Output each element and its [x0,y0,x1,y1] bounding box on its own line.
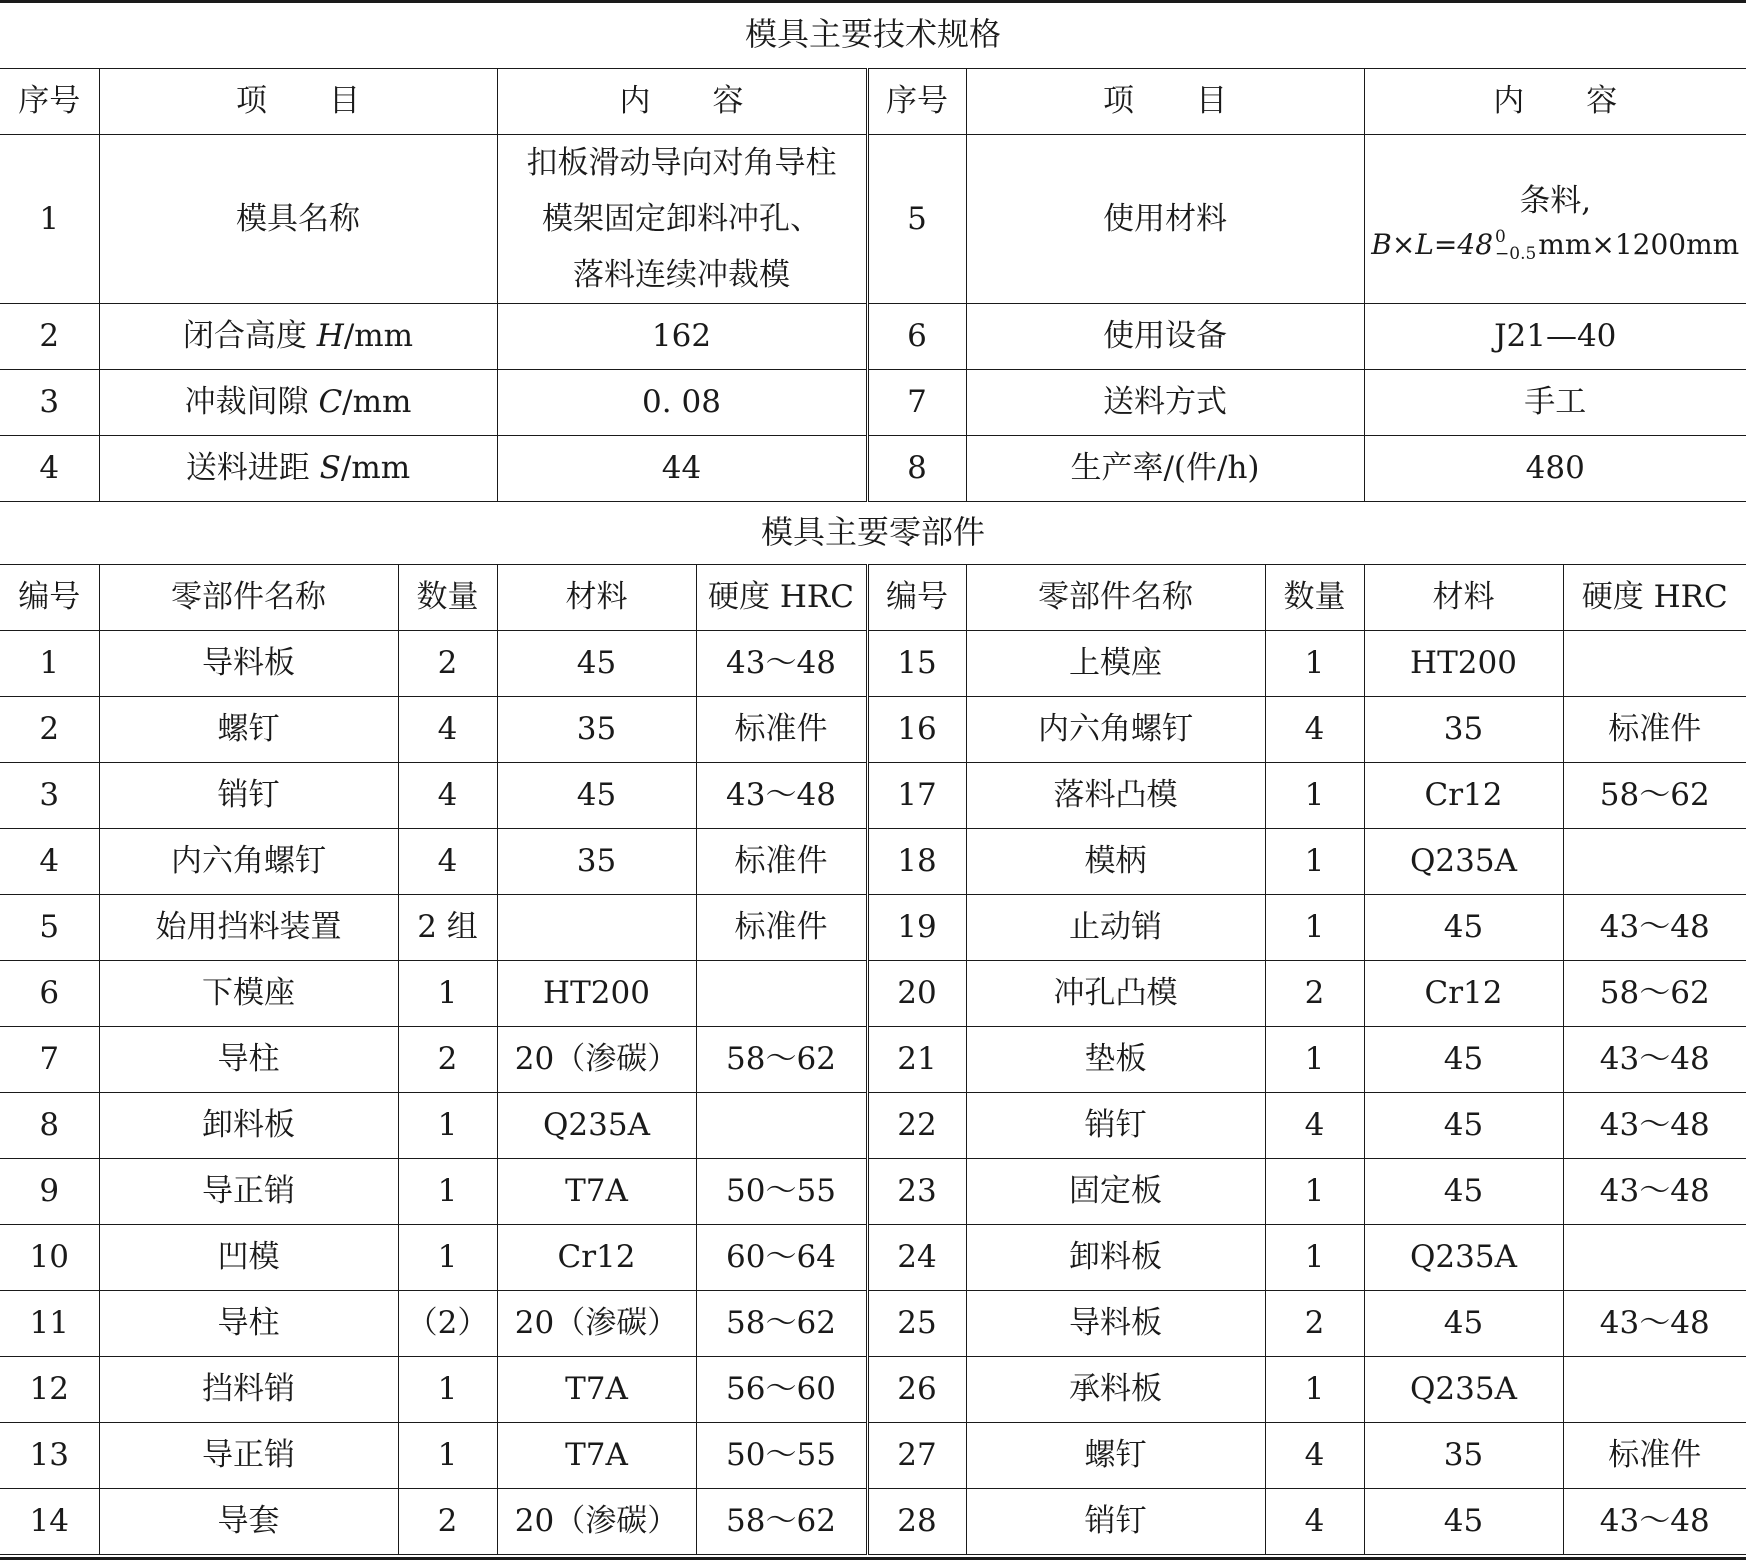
part-material: Q235A [497,1093,696,1159]
header-no-right: 序号 [867,69,966,135]
part-name-right: 模柄 [966,829,1265,895]
part-quantity-right: 1 [1265,1357,1364,1423]
header-quantity: 数量 [398,565,497,631]
part-quantity: 2 [398,631,497,697]
header-item-right: 项 目 [966,69,1364,135]
part-no: 10 [0,1225,99,1291]
spec-table [0,68,1746,502]
part-hardness-right: 43～48 [1563,1291,1746,1357]
parts-row [0,1489,1746,1555]
part-no-right: 27 [867,1423,966,1489]
spec-content-right: 480 [1364,436,1746,502]
part-hardness: 50～55 [696,1159,867,1225]
part-material: 45 [497,763,696,829]
part-name: 导正销 [99,1159,398,1225]
material-formula [1365,227,1746,264]
part-material: T7A [497,1423,696,1489]
header-material: 材料 [497,565,696,631]
part-hardness: 标准件 [696,697,867,763]
part-quantity-right: 2 [1265,961,1364,1027]
part-hardness-right [1563,631,1746,697]
part-hardness: 43～48 [696,763,867,829]
part-hardness: 标准件 [696,829,867,895]
part-material: HT200 [497,961,696,1027]
part-quantity: 1 [398,961,497,1027]
header-part-name: 零部件名称 [99,565,398,631]
part-no-right: 15 [867,631,966,697]
part-hardness: 43～48 [696,631,867,697]
spec-no-right: 6 [867,304,966,370]
part-no-right: 16 [867,697,966,763]
part-hardness: 58～62 [696,1027,867,1093]
part-material-right: 45 [1364,1489,1563,1555]
part-quantity-right: 4 [1265,1489,1364,1555]
part-no: 3 [0,763,99,829]
tolerance-upper: 0 [1495,227,1506,248]
part-name-right: 垫板 [966,1027,1265,1093]
part-name-right: 螺钉 [966,1423,1265,1489]
part-quantity: 2 组 [398,895,497,961]
part-quantity: 2 [398,1027,497,1093]
part-hardness-right: 43～48 [1563,1489,1746,1555]
part-quantity: 4 [398,697,497,763]
part-material-right: 45 [1364,895,1563,961]
parts-row [0,1027,1746,1093]
material-line: 条料, [1519,182,1592,219]
parts-table [0,564,1746,1555]
part-hardness: 50～55 [696,1423,867,1489]
part-hardness-right [1563,1357,1746,1423]
part-material-right: Q235A [1364,1357,1563,1423]
header-material-right: 材料 [1364,565,1563,631]
part-no: 11 [0,1291,99,1357]
parts-row [0,1225,1746,1291]
spec-content-right: 手工 [1364,370,1746,436]
part-no-right: 23 [867,1159,966,1225]
part-material: 35 [497,829,696,895]
spec-item: 冲裁间隙 C/mm [99,370,497,436]
part-no: 12 [0,1357,99,1423]
spec-row [0,304,1746,370]
tolerance-lower: −0.5 [1495,244,1537,265]
parts-row [0,829,1746,895]
part-material-right: Q235A [1364,829,1563,895]
part-hardness [696,961,867,1027]
part-no-right: 21 [867,1027,966,1093]
spec-row [0,436,1746,502]
spec-content: 44 [497,436,867,502]
part-name: 螺钉 [99,697,398,763]
part-quantity: 4 [398,763,497,829]
part-quantity-right: 2 [1265,1291,1364,1357]
header-content-right: 内 容 [1364,69,1746,135]
part-no: 1 [0,631,99,697]
part-no: 6 [0,961,99,1027]
part-no-right: 26 [867,1357,966,1423]
part-material: 35 [497,697,696,763]
part-no: 5 [0,895,99,961]
part-name-right: 落料凸模 [966,763,1265,829]
part-name: 凹模 [99,1225,398,1291]
part-quantity-right: 1 [1265,1225,1364,1291]
part-quantity: 1 [398,1357,497,1423]
part-quantity: 1 [398,1159,497,1225]
spec-no: 3 [0,370,99,436]
header-part-name-right: 零部件名称 [966,565,1265,631]
formula-suffix: mm×1200mm [1538,227,1740,261]
part-name-right: 止动销 [966,895,1265,961]
part-name-right: 卸料板 [966,1225,1265,1291]
spec-item-right: 送料方式 [966,370,1364,436]
spec-row [0,370,1746,436]
part-name-right: 承料板 [966,1357,1265,1423]
part-material-right: 45 [1364,1291,1563,1357]
part-material [497,895,696,961]
part-no: 9 [0,1159,99,1225]
spec-item: 送料进距 S/mm [99,436,497,502]
part-material-right: 45 [1364,1027,1563,1093]
part-hardness-right: 43～48 [1563,1027,1746,1093]
part-no-right: 18 [867,829,966,895]
part-hardness-right: 58～62 [1563,763,1746,829]
part-quantity: （2） [398,1291,497,1357]
spec-no-right: 5 [867,135,966,304]
spec-content: 162 [497,304,867,370]
part-quantity-right: 1 [1265,829,1364,895]
top-rule [0,0,1746,3]
part-quantity: 4 [398,829,497,895]
part-quantity-right: 1 [1265,1027,1364,1093]
part-name: 始用挡料装置 [99,895,398,961]
part-no: 13 [0,1423,99,1489]
header-content: 内 容 [497,69,867,135]
parts-row [0,1093,1746,1159]
parts-row [0,1291,1746,1357]
part-hardness-right [1563,829,1746,895]
part-material: 20（渗碳） [497,1489,696,1555]
part-name: 导套 [99,1489,398,1555]
spec-row [0,135,1746,304]
parts-row [0,763,1746,829]
part-hardness-right [1563,1225,1746,1291]
part-quantity: 1 [398,1093,497,1159]
spec-no-right: 7 [867,370,966,436]
spec-content-right [1364,135,1746,304]
part-quantity: 1 [398,1225,497,1291]
part-hardness-right: 58～62 [1563,961,1746,1027]
part-no: 7 [0,1027,99,1093]
formula-prefix: B×L=48 [1371,227,1494,261]
part-hardness-right: 43～48 [1563,1159,1746,1225]
part-quantity-right: 1 [1265,895,1364,961]
part-no-right: 28 [867,1489,966,1555]
part-hardness: 58～62 [696,1291,867,1357]
part-material-right: HT200 [1364,631,1563,697]
spec-section-title: 模具主要技术规格 [744,15,1001,53]
parts-row [0,1357,1746,1423]
part-name: 销钉 [99,763,398,829]
part-hardness-right: 标准件 [1563,1423,1746,1489]
spec-content: 0. 08 [497,370,867,436]
bottom-rule [0,1557,1746,1560]
parts-row [0,961,1746,1027]
part-no-right: 22 [867,1093,966,1159]
spec-no: 1 [0,135,99,304]
part-material-right: 45 [1364,1159,1563,1225]
part-no-right: 19 [867,895,966,961]
header-hardness-right: 硬度 HRC [1563,565,1746,631]
header-part-no: 编号 [0,565,99,631]
part-material: 45 [497,631,696,697]
part-material: Cr12 [497,1225,696,1291]
part-name-right: 销钉 [966,1489,1265,1555]
spec-content [497,135,867,304]
part-hardness: 58～62 [696,1489,867,1555]
part-quantity-right: 4 [1265,1423,1364,1489]
part-name: 卸料板 [99,1093,398,1159]
part-material: 20（渗碳） [497,1291,696,1357]
spec-header-row [0,69,1746,135]
part-material-right: Cr12 [1364,763,1563,829]
header-hardness: 硬度 HRC [696,565,867,631]
header-part-no-right: 编号 [867,565,966,631]
part-quantity-right: 4 [1265,1093,1364,1159]
tolerance [1495,229,1536,263]
part-name-right: 上模座 [966,631,1265,697]
spec-item: 闭合高度 H/mm [99,304,497,370]
part-name-right: 固定板 [966,1159,1265,1225]
part-hardness-right: 标准件 [1563,697,1746,763]
part-no-right: 25 [867,1291,966,1357]
parts-row [0,697,1746,763]
parts-row [0,1159,1746,1225]
part-material-right: 35 [1364,1423,1563,1489]
parts-row [0,895,1746,961]
part-name-right: 冲孔凸模 [966,961,1265,1027]
spec-content-right: J21—40 [1364,304,1746,370]
part-hardness: 60～64 [696,1225,867,1291]
parts-row [0,1423,1746,1489]
part-no: 2 [0,697,99,763]
header-no: 序号 [0,69,99,135]
parts-header-row [0,565,1746,631]
spec-content-line: 落料连续冲裁模 [573,257,790,293]
part-name-right: 销钉 [966,1093,1265,1159]
part-name: 导料板 [99,631,398,697]
part-quantity-right: 1 [1265,631,1364,697]
spec-no: 4 [0,436,99,502]
part-no-right: 17 [867,763,966,829]
part-quantity-right: 1 [1265,1159,1364,1225]
part-no: 8 [0,1093,99,1159]
part-material: T7A [497,1357,696,1423]
part-no: 4 [0,829,99,895]
part-name: 导柱 [99,1027,398,1093]
spec-no-right: 8 [867,436,966,502]
part-name: 导正销 [99,1423,398,1489]
part-quantity-right: 4 [1265,697,1364,763]
part-name-right: 导料板 [966,1291,1265,1357]
part-material: 20（渗碳） [497,1027,696,1093]
header-item: 项 目 [99,69,497,135]
part-quantity-right: 1 [1265,763,1364,829]
part-no-right: 24 [867,1225,966,1291]
parts-section-title: 模具主要零部件 [760,513,985,551]
part-name: 导柱 [99,1291,398,1357]
spec-item-right: 使用设备 [966,304,1364,370]
part-material-right: 35 [1364,697,1563,763]
parts-body [0,631,1746,1555]
header-quantity-right: 数量 [1265,565,1364,631]
spec-item-right: 生产率/(件/h) [966,436,1364,502]
part-hardness: 56～60 [696,1357,867,1423]
part-name: 挡料销 [99,1357,398,1423]
part-material-right: 45 [1364,1093,1563,1159]
spec-content-line: 扣板滑动导向对角导柱 [526,145,837,181]
part-hardness: 标准件 [696,895,867,961]
part-name: 内六角螺钉 [99,829,398,895]
part-hardness-right: 43～48 [1563,1093,1746,1159]
part-hardness-right: 43～48 [1563,895,1746,961]
spec-item-right: 使用材料 [966,135,1364,304]
spec-content-line: 模架固定卸料冲孔、 [542,201,821,237]
part-quantity: 2 [398,1489,497,1555]
parts-row [0,631,1746,697]
part-no-right: 20 [867,961,966,1027]
part-material-right: Q235A [1364,1225,1563,1291]
spec-item: 模具名称 [99,135,497,304]
part-name-right: 内六角螺钉 [966,697,1265,763]
part-material-right: Cr12 [1364,961,1563,1027]
part-hardness [696,1093,867,1159]
part-quantity: 1 [398,1423,497,1489]
part-material: T7A [497,1159,696,1225]
part-name: 下模座 [99,961,398,1027]
spec-no: 2 [0,304,99,370]
part-no: 14 [0,1489,99,1555]
